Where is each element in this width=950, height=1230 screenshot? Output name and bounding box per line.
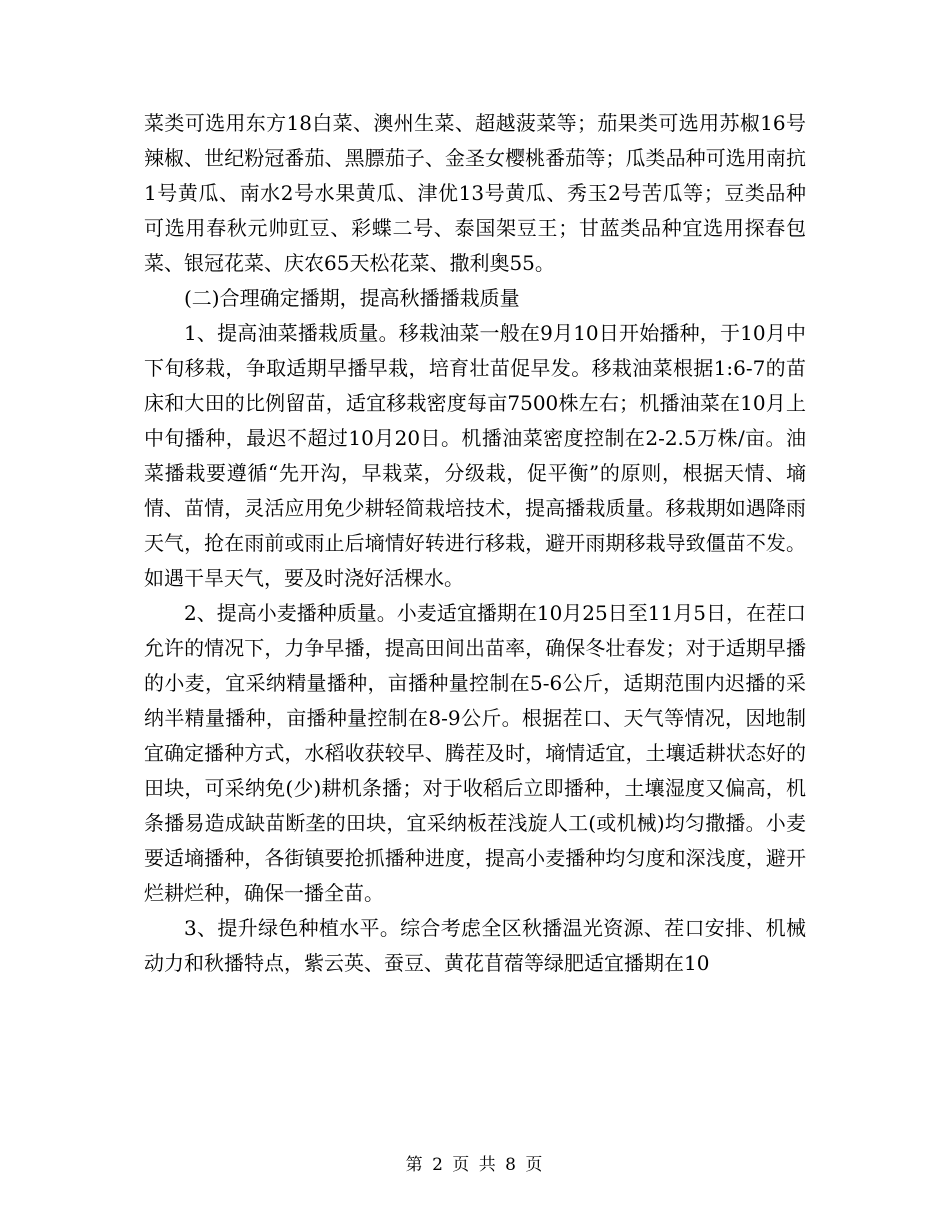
body-text (144, 106, 806, 981)
paragraph-green-planting: 3、提升绿色种植水平。综合考虑全区秋播温光资源、茬口安排、机械动力和秋播特点，紫云英、蚕豆、黄花苜蓿等绿肥适宜播期在10 (144, 916, 806, 975)
paragraph-wheat-quality: 2、提高小麦播种质量。小麦适宜播期在10月25日至11月5日，在茬口允许的情况下，力争早播，提高田间出苗率，确保冬壮春发；对于适期早播的小麦，宜采纳精量播种，亩播种量控制在5-6公斤，适期范围内迟播的采纳半精量播种，亩播种量控制在8-9公斤。根据茬口、天气等情况，因地制宜确定播种方式，水稻收获较早、腾茬及时，墒情适宜，土壤适耕状态好的田块，可采纳免(少)耕机条播；对于收稻后立即播种，土壤湿度又偏高，机条播易造成缺苗断垄的田块，宜采纳板茬浅旋人工(或机械)均匀撒播。小麦要适墒播种，各街镇要抢抓播种进度，提高小麦播种均匀度和深浅度，避开烂耕烂种，确保一播全苗。 (144, 601, 806, 905)
page-number-footer: 第 2 页 共 8 页 (405, 1155, 545, 1175)
paragraph-seed-varieties: 菜类可选用东方18白菜、澳州生菜、超越菠菜等；茄果类可选用苏椒16号辣椒、世纪粉冠番茄、黑膘茄子、金圣女樱桃番茄等；瓜类品种可选用南抗1号黄瓜、南水2号水果黄瓜、津优13号黄瓜、秀玉2号苦瓜等；豆类品种可选用春秋元帅豇豆、彩蝶二号、泰国架豆王；甘蓝类品种宜选用探春包菜、银冠花菜、庆农65天松花菜、撒利奥55。 (144, 111, 806, 275)
paragraph-rapeseed-quality: 1、提高油菜播栽质量。移栽油菜一般在9月10日开始播种，于10月中下旬移栽，争取适期早播早栽，培育壮苗促早发。移栽油菜根据1:6-7的苗床和大田的比例留苗，适宜移栽密度每亩7500株左右；机播油菜在10月上中旬播种，最迟不超过10月20日。机播油菜密度控制在2-2.5万株/亩。油菜播栽要遵循“先开沟，早栽菜，分级栽，促平衡”的原则，根据天情、墒情、苗情，灵活应用免少耕轻简栽培技术，提高播栽质量。移栽期如遇降雨天气，抢在雨前或雨止后墒情好转进行移栽，避开雨期移栽导致僵苗不发。如遇干旱天气，要及时浇好活棵水。 (144, 321, 806, 590)
section-heading-sowing-period: (二)合理确定播期，提高秋播播栽质量 (184, 286, 520, 310)
